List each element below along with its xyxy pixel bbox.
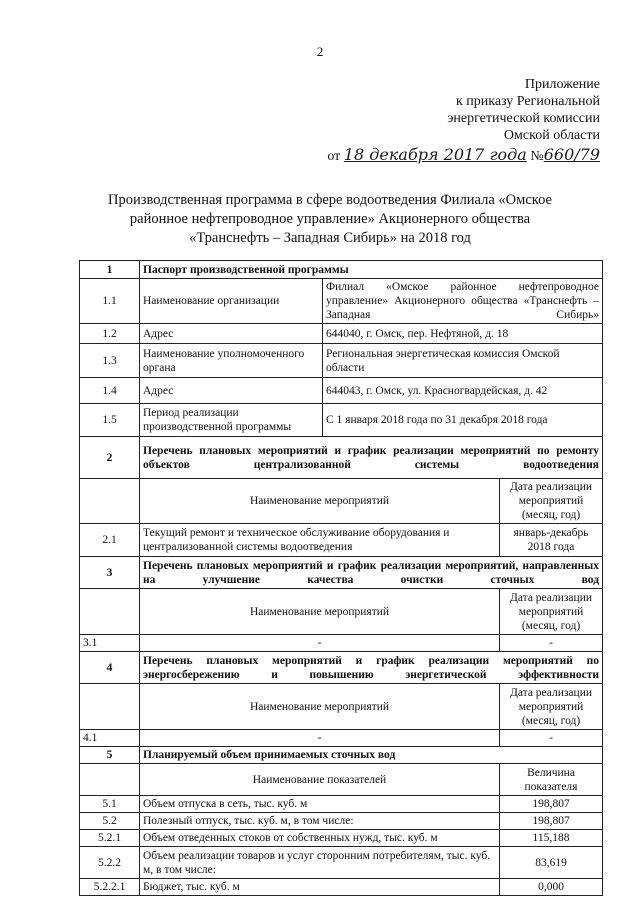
row-name: - [140,635,500,652]
column-header-name: Наименование мероприятий [140,479,500,524]
table-row [80,279,603,324]
row-number: 1.4 [80,378,140,404]
row-date: - [500,635,603,652]
row-name: Бюджет, тыс. куб. м [140,879,500,896]
column-header-name: Наименование мероприятий [140,589,500,635]
title-line: Производственная программа в сфере водоотведения Филиала «Омское [108,192,552,208]
table-row [80,378,603,404]
table-row [80,524,603,557]
row-number: 2.1 [80,524,140,557]
column-header-row [80,479,603,524]
appendix-line: к приказу Региональной [455,94,600,109]
section-number: 4 [80,652,140,684]
row-number: 1.5 [80,404,140,437]
appendix-block [447,76,600,144]
row-name: Объем отведенных стоков от собственных нужд, тыс. куб. м [140,830,500,847]
row-number: 4.1 [80,730,140,747]
column-header-row [80,684,603,730]
row-value: 0,000 [500,879,603,896]
table-row [80,796,603,813]
section-number: 2 [80,437,140,479]
row-value: 115,188 [500,830,603,847]
section-heading: Перечень плановых мероприятий и график реализации мероприятий по ремонту объектов централизованной системы водоотведения [140,437,603,479]
order-number-handwritten: 660/79 [543,145,600,164]
column-header-row [80,589,603,635]
row-label: Адрес [140,324,323,344]
row-number: 5.1 [80,796,140,813]
row-value: Филиал «Омское районное нефтепроводное управление» Акционерного общества «Транснефть – Западная Сибирь» [323,279,603,324]
row-number: 1.3 [80,344,140,378]
table-row [80,879,603,896]
row-value: 198,807 [500,813,603,830]
section-number: 1 [80,261,140,279]
table-row [80,830,603,847]
section-header-row [80,557,603,589]
table-row [80,324,603,344]
row-value: 83,619 [500,847,603,879]
row-number: 1.1 [80,279,140,324]
appendix-line: Приложение [524,77,600,92]
column-header-date: Дата реализации мероприятий (месяц, год) [500,589,603,635]
order-prefix: от [327,149,341,164]
row-name: Объем отпуска в сеть, тыс. куб. м [140,796,500,813]
section-number: 3 [80,557,140,589]
row-name: Объем реализации товаров и услуг сторонним потребителям, тыс. куб. м, в том числе: [140,847,500,879]
section-header-row [80,261,603,279]
row-date: - [500,730,603,747]
row-name: Текущий ремонт и техническое обслуживание оборудования и централизованной системы водоотведения [140,524,500,557]
table-row [80,730,603,747]
row-value: 644043, г. Омск, ул. Красногвардейская, д. 42 [323,378,603,404]
row-label: Адрес [140,378,323,404]
table-row [80,847,603,879]
appendix-line: энергетической комиссии [447,111,600,126]
section-heading: Перечень плановых мероприятий и график реализации мероприятий по энергосбережению и повышению энергетической эффективности [140,652,603,684]
column-header-row [80,764,603,796]
row-value: 198,807 [500,796,603,813]
row-name: - [140,730,500,747]
column-header-date: Дата реализации мероприятий (месяц, год) [500,684,603,730]
title-line: «Транснефть – Западная Сибирь» на 2018 год [189,230,471,246]
column-header-value: Величина показателя [500,764,603,796]
order-number-prefix: № [530,149,544,164]
table-row [80,344,603,378]
row-name: Полезный отпуск, тыс. куб. м, в том числе: [140,813,500,830]
row-number: 5.2.2 [80,847,140,879]
section-heading: Паспорт производственной программы [140,261,603,279]
row-label: Наименование уполномоченного органа [140,344,323,378]
section-header-row [80,747,603,764]
section-heading: Планируемый объем принимаемых сточных вод [140,747,603,764]
order-date-handwritten: 18 декабря 2017 года [343,145,527,164]
section-header-row [80,652,603,684]
row-label: Наименование организации [140,279,323,324]
section-heading: Перечень плановых мероприятий и график реализации мероприятий, направленных на улучшение качества очистки сточных вод [140,557,603,589]
page-number: 2 [316,44,324,59]
row-value: С 1 января 2018 года по 31 декабря 2018 года [323,404,603,437]
row-number: 3.1 [80,635,140,652]
table-row [80,813,603,830]
row-number: 5.2.1 [80,830,140,847]
title-line: районное нефтепроводное управление» Акционерного общества [129,211,531,227]
program-table [79,260,603,896]
row-value: Региональная энергетическая комиссия Омской области [323,344,603,378]
document-title [60,191,600,248]
row-date: январь-декабрь 2018 года [500,524,603,557]
table-row [80,635,603,652]
section-number: 5 [80,747,140,764]
section-header-row [80,437,603,479]
row-number: 1.2 [80,324,140,344]
row-value: 644040, г. Омск, пер. Нефтяной, д. 18 [323,324,603,344]
appendix-line: Омской области [503,128,600,143]
row-number: 5.2.2.1 [80,879,140,896]
column-header-name: Наименование показателей [140,764,500,796]
column-header-name: Наименование мероприятий [140,684,500,730]
column-header-date: Дата реализации мероприятий (месяц, год) [500,479,603,524]
table-row [80,404,603,437]
row-number: 5.2 [80,813,140,830]
row-label: Период реализации производственной программы [140,404,323,437]
order-line [327,146,600,165]
